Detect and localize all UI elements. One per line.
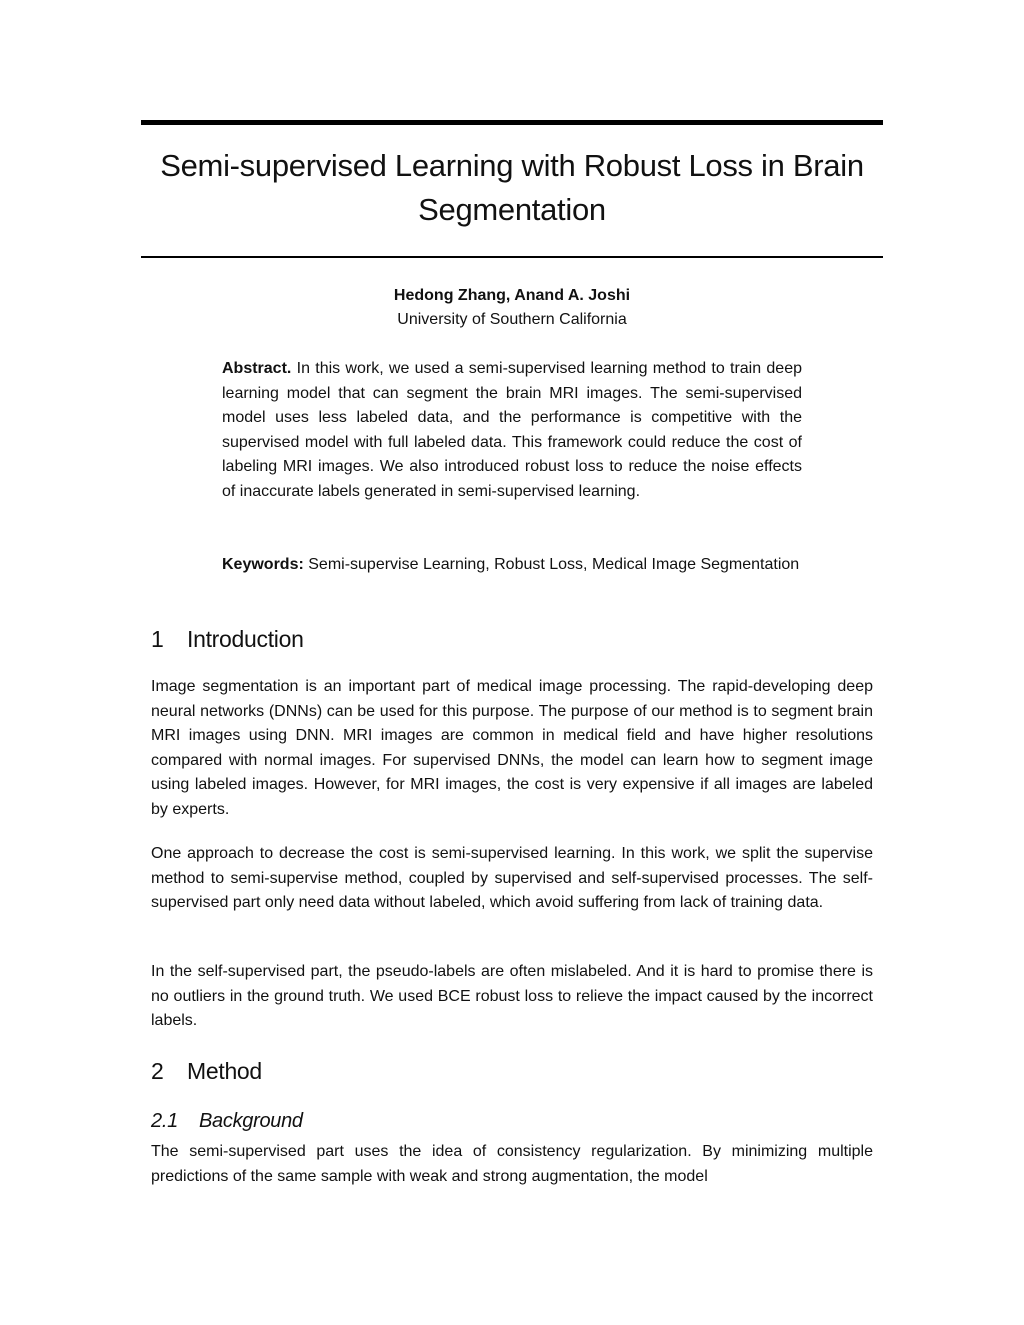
title-bottom-rule: [141, 256, 883, 258]
abstract-label: Abstract.: [222, 360, 292, 377]
section-heading-method: [151, 1056, 262, 1086]
section-heading-introduction: [151, 624, 304, 654]
keywords-label: Keywords:: [222, 556, 304, 573]
intro-paragraph-1: Image segmentation is an important part of medical image processing. The rapid-developing deep neural networks (DNNs) can be used for this purpose. The purpose of our method is to segment brain MRI images using DNN. MRI images are common in medical field and have higher resolutions compared with normal images. For supervised DNNs, the model can learn how to segment image using labeled images. However, for MRI images, the cost is very expensive if all images are labeled by experts.: [151, 678, 873, 818]
paper-title: Semi-supervised Learning with Robust Loss in Brain Segmentation: [160, 148, 864, 227]
subsection-number: 2.1: [151, 1110, 178, 1132]
background-paragraph: The semi-supervised part uses the idea of consistency regularization. By minimizing multiple predictions of the same sample with weak and strong augmentation, the model: [151, 1143, 873, 1185]
section-number: 2: [151, 1058, 164, 1084]
abstract-text: In this work, we used a semi-supervised learning method to train deep learning model that can segment the brain MRI images. The semi-supervised model uses less labeled data, and the performance is competitive with the supervised model with full labeled data. This framework could reduce the cost of labeling MRI images. We also introduced robust loss to reduce the noise effects of inaccurate labels generated in semi-supervised learning.: [222, 360, 802, 500]
abstract: [222, 357, 802, 504]
section-number: 1: [151, 626, 164, 652]
keywords: [222, 553, 802, 578]
subsection-heading-background: [151, 1108, 303, 1134]
section-title: Introduction: [187, 626, 304, 652]
intro-paragraph-2: One approach to decrease the cost is semi-supervised learning. In this work, we split the supervise method to semi-supervise method, coupled by supervised and self-supervised processes. The self-supervised part only need data without labeled, which avoid suffering from lack of training data.: [151, 845, 873, 911]
authors: Hedong Zhang, Anand A. Joshi: [393, 287, 631, 304]
affiliation: University of Southern California: [397, 311, 627, 328]
section-title: Method: [187, 1058, 262, 1084]
title-top-rule: [141, 120, 883, 125]
keywords-text: Semi-supervise Learning, Robust Loss, Medical Image Segmentation: [308, 556, 800, 573]
intro-paragraph-3: In the self-supervised part, the pseudo-labels are often mislabeled. And it is hard to promise there is no outliers in the ground truth. We used BCE robust loss to relieve the impact caused by the incorrect labels.: [151, 963, 873, 1029]
subsection-title: Background: [199, 1110, 303, 1132]
